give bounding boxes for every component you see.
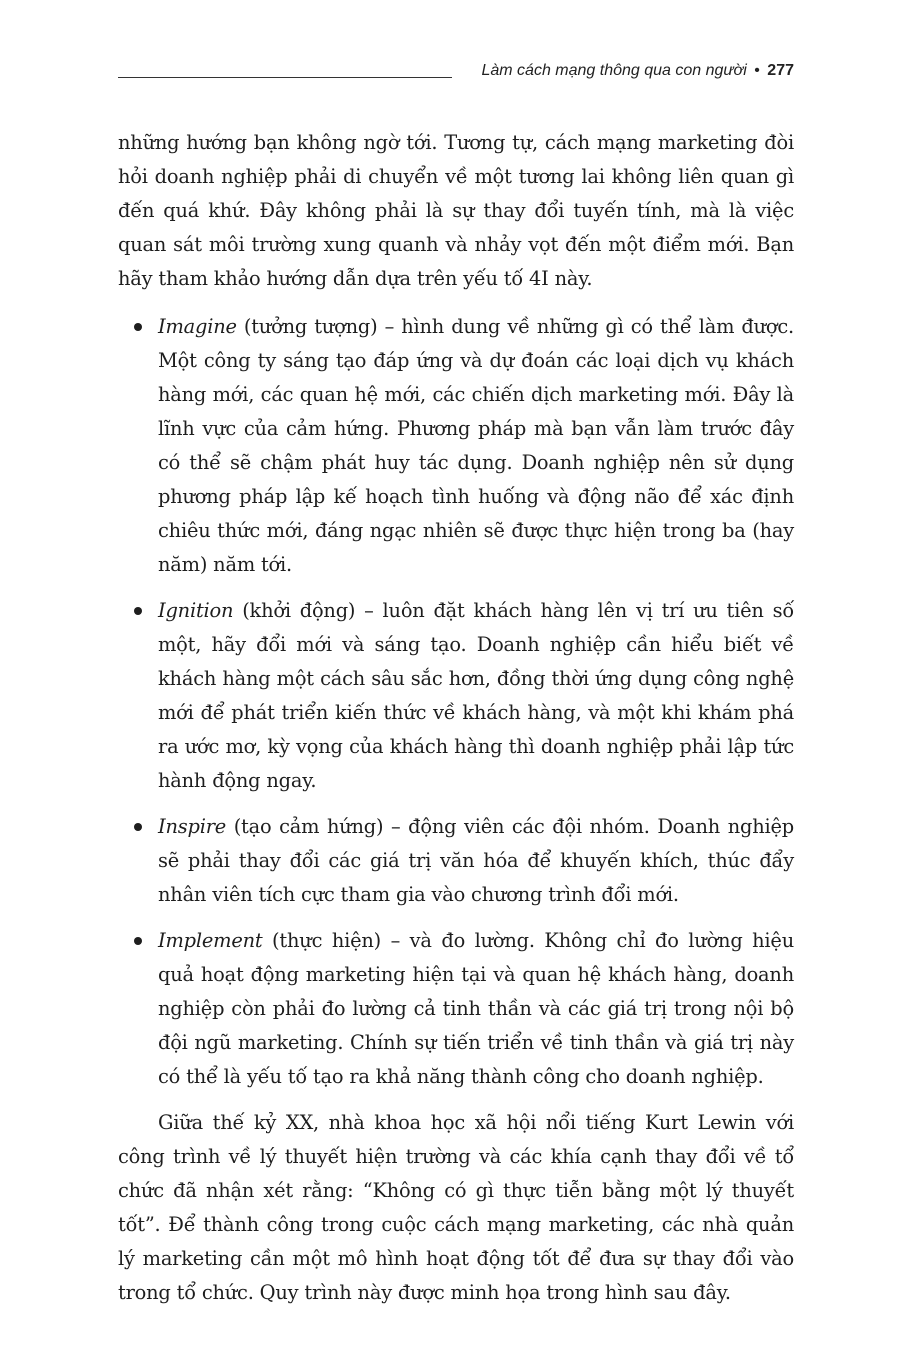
bullet-icon — [134, 937, 142, 945]
list-item — [118, 594, 794, 798]
page-number: 277 — [767, 62, 794, 79]
header-separator: • — [754, 62, 760, 79]
bullet-term: Inspire — [158, 815, 227, 838]
header-title: Làm cách mạng thông qua con người — [481, 62, 747, 79]
bullet-text: (khởi động) – luôn đặt khách hàng lên vị trí ưu tiên số một, hãy đổi mới và sáng tạo. Doanh nghiệp cần hiểu biết về khách hàng một cách sâu sắc hơn, đồng thời ứng dụng công nghệ mới để phát triển kiến thức về khách hàng, và một khi khám phá ra ước mơ, kỳ vọng của khách hàng thì doanh nghiệp phải lập tức hành động ngay. — [158, 599, 794, 792]
bullet-icon — [134, 323, 142, 331]
bullet-term: Ignition — [158, 599, 234, 622]
bullet-icon — [134, 823, 142, 831]
running-header — [118, 60, 794, 88]
body-text — [118, 126, 794, 1310]
closing-paragraph: Giữa thế kỷ XX, nhà khoa học xã hội nổi tiếng Kurt Lewin với công trình về lý thuyết hiện trường và các khía cạnh thay đổi về tổ chức đã nhận xét rằng: “Không có gì thực tiễn bằng một lý thuyết tốt”. Để thành công trong cuộc cách mạng marketing, các nhà quản lý marketing cần một mô hình hoạt động tốt để đưa sự thay đổi vào trong tổ chức. Quy trình này được minh họa trong hình sau đây. — [118, 1111, 794, 1304]
list-item — [118, 924, 794, 1094]
bullet-text: (thực hiện) – và đo lường. Không chỉ đo lường hiệu quả hoạt động marketing hiện tại và quan hệ khách hàng, doanh nghiệp còn phải đo lường cả tinh thần và các giá trị trong nội bộ đội ngũ marketing. Chính sự tiến triển về tinh thần và giá trị này có thể là yếu tố tạo ra khả năng thành công cho doanh nghiệp. — [158, 929, 794, 1088]
list-item — [118, 810, 794, 912]
intro-paragraph: những hướng bạn không ngờ tới. Tương tự, cách mạng marketing đòi hỏi doanh nghiệp phải di chuyển về một tương lai không liên quan gì đến quá khứ. Đây không phải là sự thay đổi tuyến tính, mà là việc quan sát môi trường xung quanh và nhảy vọt đến một điểm mới. Bạn hãy tham khảo hướng dẫn dựa trên yếu tố 4I này. — [118, 131, 794, 290]
header-text — [481, 62, 794, 80]
bullet-text: (tạo cảm hứng) – động viên các đội nhóm. Doanh nghiệp sẽ phải thay đổi các giá trị văn hóa để khuyến khích, thúc đẩy nhân viên tích cực tham gia vào chương trình đổi mới. — [158, 815, 794, 906]
bullet-text: (tưởng tượng) – hình dung về những gì có thể làm được. Một công ty sáng tạo đáp ứng và dự đoán các loại dịch vụ khách hàng mới, các quan hệ mới, các chiến dịch marketing mới. Đây là lĩnh vực của cảm hứng. Phương pháp mà bạn vẫn làm trước đây có thể sẽ chậm phát huy tác dụng. Doanh nghiệp nên sử dụng phương pháp lập kế hoạch tình huống và động não để xác định chiêu thức mới, đáng ngạc nhiên sẽ được thực hiện trong ba (hay năm) năm tới. — [158, 315, 794, 576]
list-item — [118, 310, 794, 582]
header-rule — [118, 77, 452, 78]
bullet-term: Implement — [158, 929, 263, 952]
bullet-icon — [134, 607, 142, 615]
bullet-list — [118, 310, 794, 1094]
bullet-term: Imagine — [158, 315, 237, 338]
